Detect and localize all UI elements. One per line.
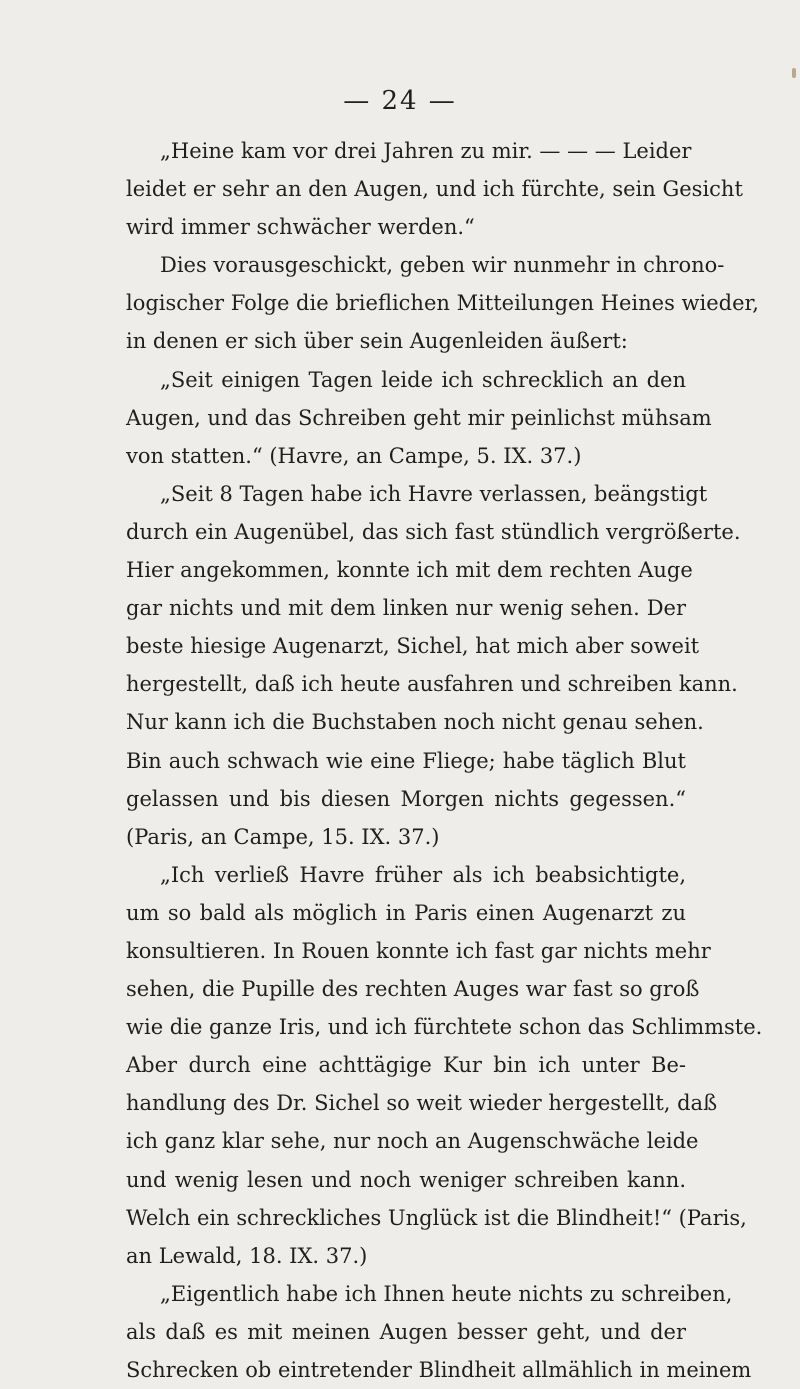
text-line: „Seit einigen Tagen leide ich schrecklich an den [160, 367, 686, 392]
body-text [126, 132, 763, 1389]
text-line: an Lewald, 18. IX. 37.) [126, 1243, 368, 1268]
paper-speck [792, 68, 796, 78]
text-line: hergestellt, daß ich heute ausfahren und schreiben kann. [126, 672, 738, 697]
text-line: wie die ganze Iris, und ich fürchtete schon das Schlimmste. [126, 1015, 763, 1040]
text-line: „Seit 8 Tagen habe ich Havre verlassen, beängstigt [160, 481, 708, 506]
text-line: „Eigentlich habe ich Ihnen heute nichts zu schreiben, [160, 1281, 733, 1306]
text-line: handlung des Dr. Sichel so weit wieder hergestellt, daß [126, 1091, 718, 1116]
text-line: ich ganz klar sehe, nur noch an Augenschwäche leide [126, 1129, 699, 1154]
text-line: durch ein Augenübel, das sich fast stündlich vergrößerte. [126, 519, 741, 544]
text-line: leidet er sehr an den Augen, und ich fürchte, sein Gesicht [126, 177, 743, 202]
text-line: wird immer schwächer werden.“ [126, 215, 475, 240]
text-line: um so bald als möglich in Paris einen Augenarzt zu [126, 900, 686, 925]
text-line: Aber durch eine achttägige Kur bin ich unter Be- [126, 1053, 686, 1078]
page-number-header: — 24 — [343, 86, 457, 116]
text-line: sehen, die Pupille des rechten Auges war fast so groß [126, 977, 700, 1002]
text-line: „Heine kam vor drei Jahren zu mir. — — — Leider [160, 139, 692, 163]
text-line: Dies vorausgeschickt, geben wir nunmehr in chrono- [160, 253, 725, 278]
text-line: Hier angekommen, konnte ich mit dem rechten Auge [126, 558, 693, 583]
text-line: gelassen und bis diesen Morgen nichts gegessen.“ [126, 786, 686, 811]
text-line: Nur kann ich die Buchstaben noch nicht genau sehen. [126, 710, 704, 735]
text-line: von statten.“ (Havre, an Campe, 5. IX. 37.) [126, 443, 582, 468]
text-line: gar nichts und mit dem linken nur wenig sehen. Der [126, 596, 686, 621]
text-line: logischer Folge die brieflichen Mitteilungen Heines wieder, [126, 291, 759, 316]
text-line: „Ich verließ Havre früher als ich beabsichtigte, [160, 862, 686, 887]
text-line: (Paris, an Campe, 15. IX. 37.) [126, 824, 440, 849]
text-line: konsultieren. In Rouen konnte ich fast gar nichts mehr [126, 938, 711, 963]
text-line: Bin auch schwach wie eine Fliege; habe täglich Blut [126, 748, 686, 773]
text-line: Welch ein schreckliches Unglück ist die Blindheit!“ (Paris, [126, 1205, 747, 1230]
text-line: und wenig lesen und noch weniger schreiben kann. [126, 1167, 686, 1192]
text-line: in denen er sich über sein Augenleiden äußert: [126, 329, 628, 354]
text-line: Schrecken ob eintretender Blindheit allmählich in meinem [126, 1358, 752, 1382]
text-line: beste hiesige Augenarzt, Sichel, hat mich aber soweit [126, 634, 700, 659]
text-line: Augen, und das Schreiben geht mir peinlichst mühsam [126, 405, 712, 430]
text-line: als daß es mit meinen Augen besser geht, und der [126, 1319, 686, 1344]
